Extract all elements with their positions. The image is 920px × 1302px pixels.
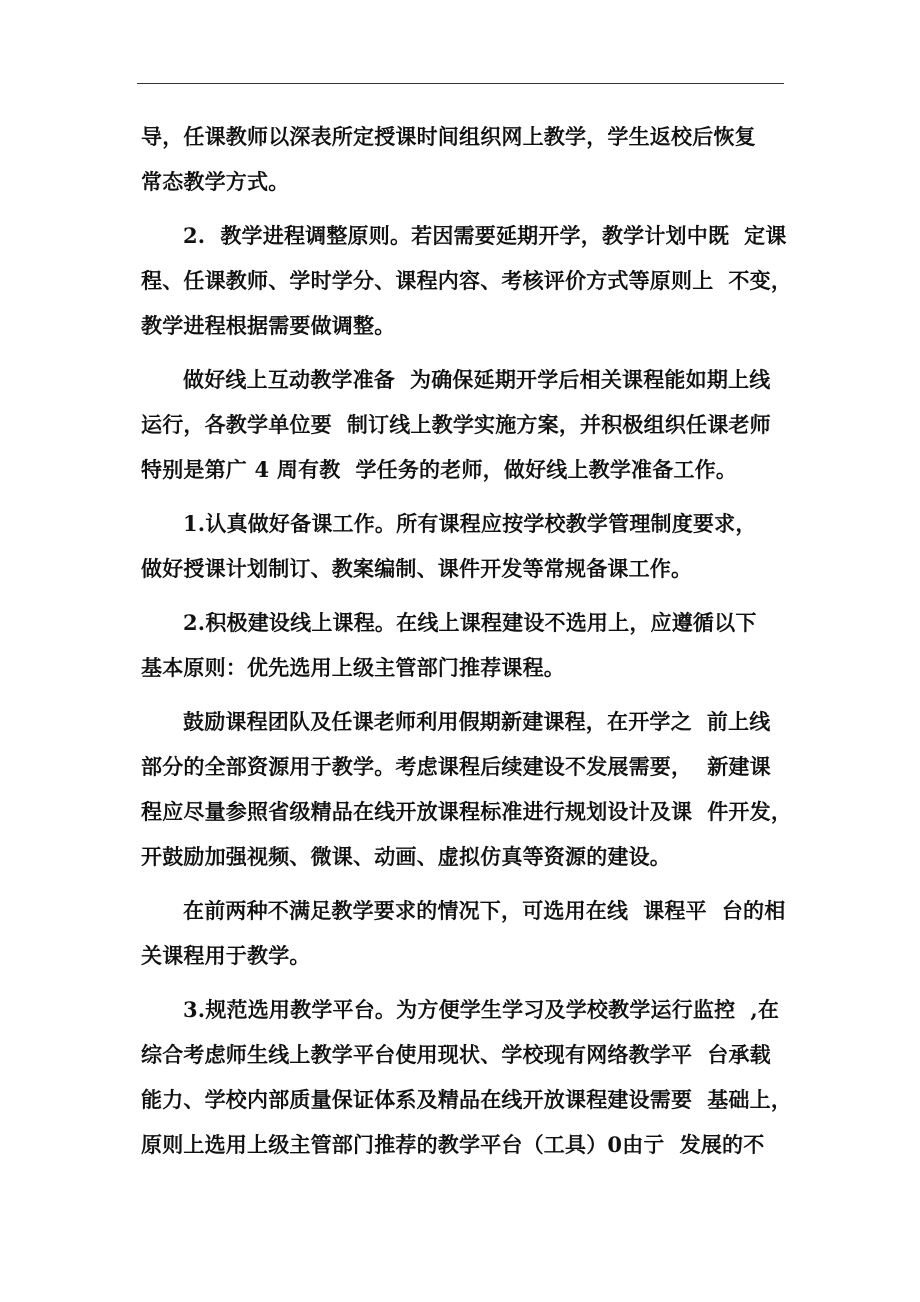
text-line: 在前两种不满足教学要求的情况下，可选用在线 课程平 台的相 bbox=[183, 898, 786, 923]
paragraph-5 bbox=[141, 600, 801, 690]
text-line: 2. 教学进程调整原则。若因需要延期开学，教学计划中既 定课 bbox=[183, 223, 787, 248]
paragraph-8 bbox=[141, 987, 801, 1167]
text-line: 3.规范选用教学平台。为方便学生学习及学校教学运行监控 ,在 bbox=[183, 997, 780, 1022]
text-line: 综合考虑师生线上教学平台使用现状、学校现有网络教学平 台承载 bbox=[141, 1042, 771, 1067]
text-line: 开鼓励加强视频、微课、动画、虚拟仿真等资源的建设。 bbox=[141, 844, 671, 869]
text-line: 原则上选用上级主管部门推荐的教学平台（工具）0由亍 发展的不 bbox=[141, 1132, 765, 1157]
text-line: 导，任课教师以深表所定授课时间组织网上教学，学生返校后恢复 bbox=[141, 124, 756, 149]
text-line: 关课程用于教学。 bbox=[141, 943, 311, 968]
header-rule bbox=[137, 83, 784, 84]
text-line: 1.认真做好备课工作。所有课程应按学校教学管理制度要求， bbox=[183, 511, 757, 536]
text-line: 程、任课教师、学时学分、课程内容、考核评价方式等原则上 不变， bbox=[141, 268, 793, 293]
paragraph-4 bbox=[141, 501, 801, 591]
text-line: 能力、学校内部质量保证体系及精品在线开放课程建设需要 基础上， bbox=[141, 1087, 793, 1112]
body-text bbox=[141, 114, 801, 1167]
text-line: 鼓励课程团队及任课老师利用假期新建课程，在开学之 前上线 bbox=[183, 709, 771, 734]
paragraph-2 bbox=[141, 213, 801, 348]
paragraph-1 bbox=[141, 114, 801, 204]
paragraph-6 bbox=[141, 699, 801, 879]
text-line: 运行，各教学单位要 制订线上教学实施方案，并积极组织任课老师 bbox=[141, 412, 771, 437]
text-line: 基本原则：优先选用上级主管部门推荐课程。 bbox=[141, 655, 565, 680]
text-line: 做好线上互动教学准备 为确保延期开学后相关课程能如期上线 bbox=[183, 367, 771, 392]
text-line: 特别是第广 4 周有教 学任务的老师，做好线上教学准备工作。 bbox=[141, 457, 738, 482]
paragraph-3 bbox=[141, 357, 801, 492]
text-line: 教学进程根据需要做调整。 bbox=[141, 313, 396, 338]
text-line: 部分的全部资源用于教学。考虑课程后续建设不发展需要， 新建课 bbox=[141, 754, 771, 779]
text-line: 程应尽量参照省级精品在线开放课程标准进行规划设计及课 件开发， bbox=[141, 799, 793, 824]
text-line: 常态教学方式。 bbox=[141, 169, 290, 194]
text-line: 做好授课计划制订、教案编制、课件开发等常规备课工作。 bbox=[141, 556, 693, 581]
paragraph-7 bbox=[141, 888, 801, 978]
text-line: 2.积极建设线上课程。在线上课程建设不选用上，应遵循以下 bbox=[183, 610, 757, 635]
